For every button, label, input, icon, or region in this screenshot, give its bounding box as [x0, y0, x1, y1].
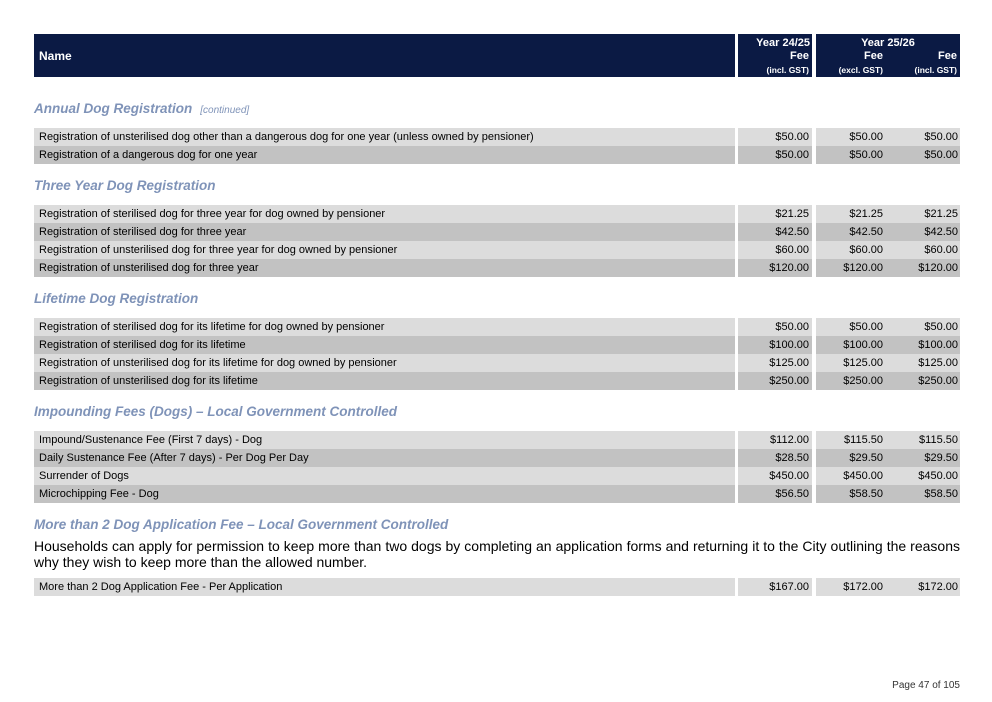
section-title — [34, 402, 960, 422]
fee-2526-incl-gst: $450.00 — [888, 467, 960, 485]
fee-2425: $50.00 — [738, 318, 812, 336]
fee-2526-excl-gst: $58.50 — [816, 485, 888, 503]
gst-label: (incl. GST) — [766, 65, 809, 75]
fee-name: Registration of unsterilised dog other than a dangerous dog for one year (unless owned by pensioner) — [34, 128, 735, 146]
fee-2526-incl-gst: $58.50 — [888, 485, 960, 503]
fee-2425: $112.00 — [738, 431, 812, 449]
section-title-text: Lifetime Dog Registration — [34, 291, 199, 306]
fee-name: Registration of sterilised dog for its lifetime for dog owned by pensioner — [34, 318, 735, 336]
fee-2425: $125.00 — [738, 354, 812, 372]
table-row — [34, 128, 960, 146]
fee-name: Microchipping Fee - Dog — [34, 485, 735, 503]
table-row — [34, 354, 960, 372]
fee-2526-incl-gst: $250.00 — [888, 372, 960, 390]
fee-2526-excl-gst: $250.00 — [816, 372, 888, 390]
fee-2425: $100.00 — [738, 336, 812, 354]
fee-2425: $250.00 — [738, 372, 812, 390]
section-title — [34, 289, 960, 309]
fee-name: Surrender of Dogs — [34, 467, 735, 485]
fee-2526-excl-gst: $50.00 — [816, 128, 888, 146]
fee-name: More than 2 Dog Application Fee - Per Application — [34, 578, 735, 596]
fee-name: Registration of unsterilised dog for three year for dog owned by pensioner — [34, 241, 735, 259]
table-row — [34, 205, 960, 223]
table-row — [34, 372, 960, 390]
fee-2526-incl-gst: $100.00 — [888, 336, 960, 354]
table-row — [34, 431, 960, 449]
fee-2526-excl-gst: $21.25 — [816, 205, 888, 223]
fee-rows — [34, 431, 960, 503]
year-2425-column-header — [738, 34, 812, 77]
year-2526-column-group — [816, 34, 960, 77]
fee-rows — [34, 128, 960, 164]
fee-2425: $28.50 — [738, 449, 812, 467]
table-row — [34, 223, 960, 241]
fee-2526-excl-gst: $125.00 — [816, 354, 888, 372]
continued-note: [continued] — [200, 105, 250, 116]
fee-2526-incl-gst: $172.00 — [888, 578, 960, 596]
fee-name: Registration of a dangerous dog for one year — [34, 146, 735, 164]
fee-name: Daily Sustenance Fee (After 7 days) - Per Dog Per Day — [34, 449, 735, 467]
fee-2526-excl-gst: $50.00 — [816, 146, 888, 164]
sections-container — [34, 99, 960, 596]
section-description: Households can apply for permission to keep more than two dogs by completing an application forms and returning it to the City outlining the reasons why they wish to keep more than the allowed number. — [34, 538, 960, 570]
fee-2526-excl-gst: $60.00 — [816, 241, 888, 259]
section-title-text: Annual Dog Registration — [34, 101, 193, 116]
fee-name: Registration of unsterilised dog for three year — [34, 259, 735, 277]
table-row — [34, 259, 960, 277]
fee-label: Fee — [790, 50, 809, 62]
fee-2526-incl-gst: $50.00 — [888, 128, 960, 146]
fee-2526-excl-gst: $100.00 — [816, 336, 888, 354]
fee-2526-incl-gst: $120.00 — [888, 259, 960, 277]
fee-2526-excl-gst: $172.00 — [816, 578, 888, 596]
fee-2425: $450.00 — [738, 467, 812, 485]
section-title — [34, 99, 960, 119]
fee-excl-label: Fee — [864, 50, 883, 62]
fee-section — [34, 515, 960, 596]
page-number: Page 47 of 105 — [892, 680, 960, 691]
fee-section — [34, 176, 960, 277]
fee-rows — [34, 578, 960, 596]
fee-name: Registration of sterilised dog for three year — [34, 223, 735, 241]
fee-2526-excl-gst: $50.00 — [816, 318, 888, 336]
fee-section — [34, 99, 960, 164]
fee-rows — [34, 205, 960, 277]
fee-2526-incl-gst: $50.00 — [888, 318, 960, 336]
fee-schedule-page — [34, 34, 960, 596]
fee-2526-incl-gst: $29.50 — [888, 449, 960, 467]
table-row — [34, 336, 960, 354]
name-column-header: Name — [34, 34, 735, 77]
fee-rows — [34, 318, 960, 390]
fee-name: Registration of unsterilised dog for its lifetime for dog owned by pensioner — [34, 354, 735, 372]
fee-incl-label: Fee — [938, 50, 957, 62]
fee-2526-excl-gst: $120.00 — [816, 259, 888, 277]
fee-name: Registration of unsterilised dog for its lifetime — [34, 372, 735, 390]
excl-gst-label: (excl. GST) — [838, 65, 883, 75]
fee-2425: $42.50 — [738, 223, 812, 241]
table-row — [34, 449, 960, 467]
table-row — [34, 241, 960, 259]
table-header — [34, 34, 960, 77]
fee-name: Registration of sterilised dog for three year for dog owned by pensioner — [34, 205, 735, 223]
section-title — [34, 515, 960, 535]
fee-2526-incl-gst: $21.25 — [888, 205, 960, 223]
fee-2526-incl-gst: $60.00 — [888, 241, 960, 259]
fee-section — [34, 402, 960, 503]
fee-2425: $50.00 — [738, 146, 812, 164]
fee-2526-incl-gst: $50.00 — [888, 146, 960, 164]
table-row — [34, 146, 960, 164]
fee-2425: $167.00 — [738, 578, 812, 596]
fee-2425: $21.25 — [738, 205, 812, 223]
fee-2526-incl-gst: $125.00 — [888, 354, 960, 372]
table-row — [34, 467, 960, 485]
section-title-text: More than 2 Dog Application Fee – Local Government Controlled — [34, 517, 449, 532]
fee-2425: $60.00 — [738, 241, 812, 259]
fee-section — [34, 289, 960, 390]
year-2526-label: Year 25/26 — [861, 37, 915, 49]
section-title-text: Impounding Fees (Dogs) – Local Government Controlled — [34, 404, 398, 419]
table-row — [34, 485, 960, 503]
fee-2526-excl-gst: $450.00 — [816, 467, 888, 485]
fee-2526-incl-gst: $42.50 — [888, 223, 960, 241]
incl-gst-label: (incl. GST) — [914, 65, 957, 75]
section-title — [34, 176, 960, 196]
fee-2526-excl-gst: $115.50 — [816, 431, 888, 449]
fee-2425: $50.00 — [738, 128, 812, 146]
fee-2526-excl-gst: $42.50 — [816, 223, 888, 241]
fee-2526-excl-gst: $29.50 — [816, 449, 888, 467]
table-row — [34, 578, 960, 596]
year-2425-label: Year 24/25 — [756, 37, 810, 49]
section-title-text: Three Year Dog Registration — [34, 178, 216, 193]
table-row — [34, 318, 960, 336]
fee-2526-incl-gst: $115.50 — [888, 431, 960, 449]
fee-2425: $56.50 — [738, 485, 812, 503]
fee-name: Registration of sterilised dog for its lifetime — [34, 336, 735, 354]
fee-name: Impound/Sustenance Fee (First 7 days) - Dog — [34, 431, 735, 449]
fee-2425: $120.00 — [738, 259, 812, 277]
